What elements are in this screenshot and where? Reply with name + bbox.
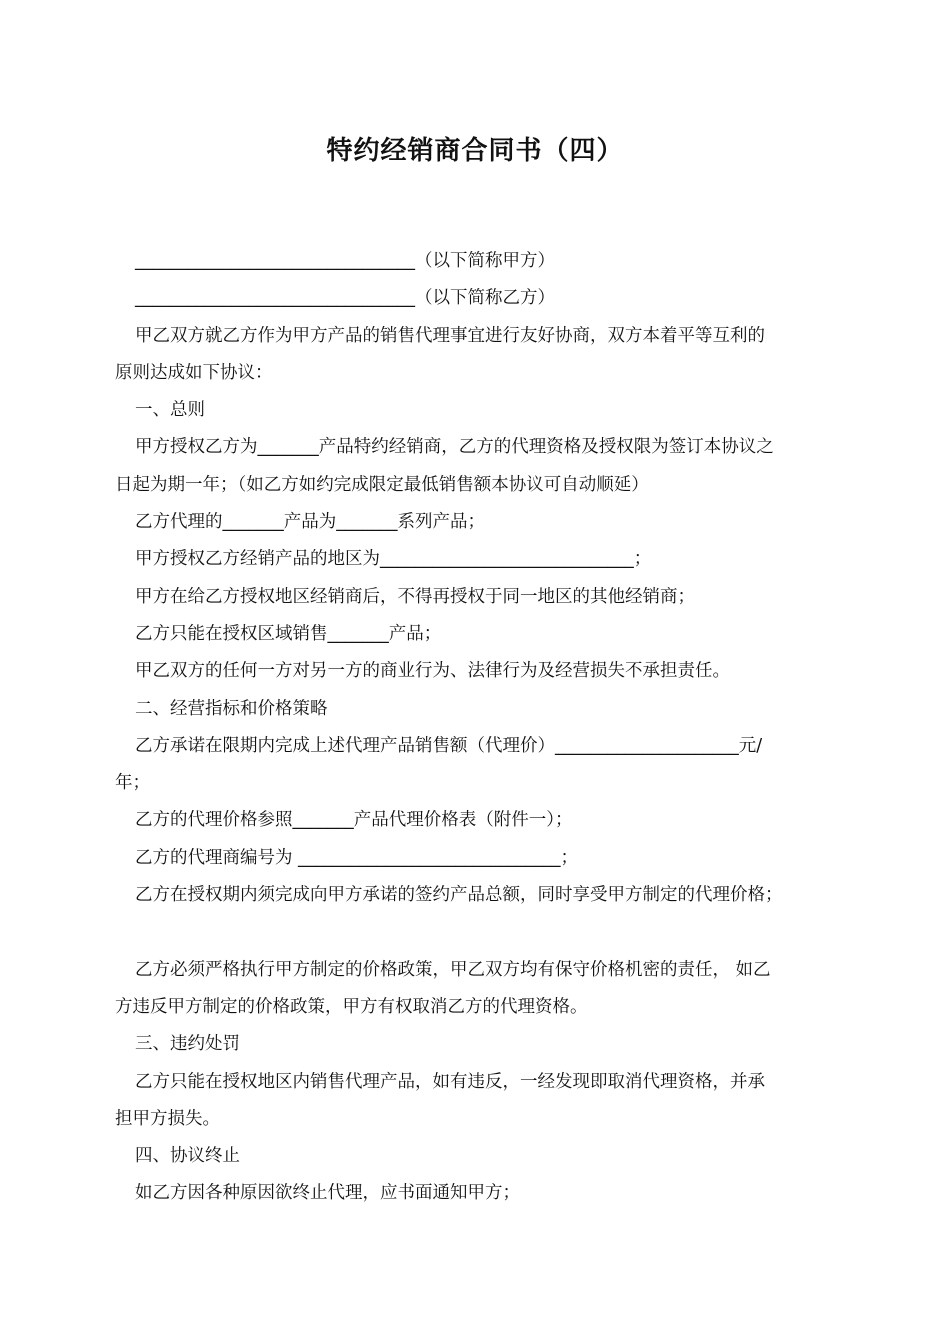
- section-2-paragraph-4: 乙方在授权期内须完成向甲方承诺的签约产品总额，同时享受甲方制定的代理价格；: [135, 885, 783, 906]
- section-1-paragraph-4: 甲方在给乙方授权地区经销商后，不得再授权于同一地区的其他经销商；: [135, 586, 695, 607]
- section-4-paragraph-1: 如乙方因各种原因欲终止代理，应书面通知甲方；: [135, 1183, 520, 1204]
- party-b-line: ________________________________（以下简称乙方）: [135, 288, 555, 309]
- section-1-paragraph-1-line-1: 甲方授权乙方为_______产品特约经销商，乙方的代理资格及授权限为签订本协议之: [135, 437, 774, 458]
- intro-line-2: 原则达成如下协议：: [115, 362, 273, 383]
- intro-line-1: 甲乙双方就乙方作为甲方产品的销售代理事宜进行友好协商，双方本着平等互利的: [135, 325, 765, 346]
- section-2-paragraph-2: 乙方的代理价格参照_______产品代理价格表（附件一）；: [135, 810, 573, 831]
- section-1-paragraph-5: 乙方只能在授权区域销售_______产品；: [135, 623, 442, 644]
- section-3-paragraph-1-line-1: 乙方只能在授权地区内销售代理产品，如有违反，一经发现即取消代理资格，并承: [135, 1071, 765, 1092]
- section-1-heading: 一、总则: [135, 400, 205, 421]
- party-a-line: ________________________________（以下简称甲方）: [135, 251, 555, 271]
- document-body: [115, 243, 843, 1213]
- section-2-heading: 二、经营指标和价格策略: [135, 698, 328, 719]
- blank-line: [115, 914, 843, 951]
- document-title: 特约经销商合同书（四）: [326, 136, 624, 166]
- section-1-paragraph-1-line-2: 日起为期一年；（如乙方如约完成限定最低销售额本协议可自动顺延）: [115, 474, 649, 495]
- section-1-paragraph-2: 乙方代理的_______产品为_______系列产品；: [135, 512, 485, 533]
- section-1-paragraph-3: 甲方授权乙方经销产品的地区为_____________________________；: [135, 549, 652, 570]
- section-2-paragraph-1-line-2: 年；: [115, 773, 150, 794]
- section-2-paragraph-5-line-1: 乙方必须严格执行甲方制定的价格政策，甲乙双方均有保守价格机密的责任， 如乙: [135, 959, 771, 980]
- section-3-heading: 三、违约处罚: [135, 1034, 240, 1055]
- section-2-paragraph-1-line-1: 乙方承诺在限期内完成上述代理产品销售额（代理价）_____________________元/: [135, 735, 763, 756]
- section-3-paragraph-1-line-2: 担甲方损失。: [115, 1108, 220, 1129]
- section-1-paragraph-6: 甲乙双方的任何一方对另一方的商业行为、法律行为及经营损失不承担责任。: [135, 661, 730, 682]
- section-4-heading: 四、协议终止: [135, 1146, 240, 1167]
- section-2-paragraph-3: 乙方的代理商编号为 ______________________________；: [135, 847, 579, 868]
- section-2-paragraph-5-line-2: 方违反甲方制定的价格政策，甲方有权取消乙方的代理资格。: [115, 996, 588, 1017]
